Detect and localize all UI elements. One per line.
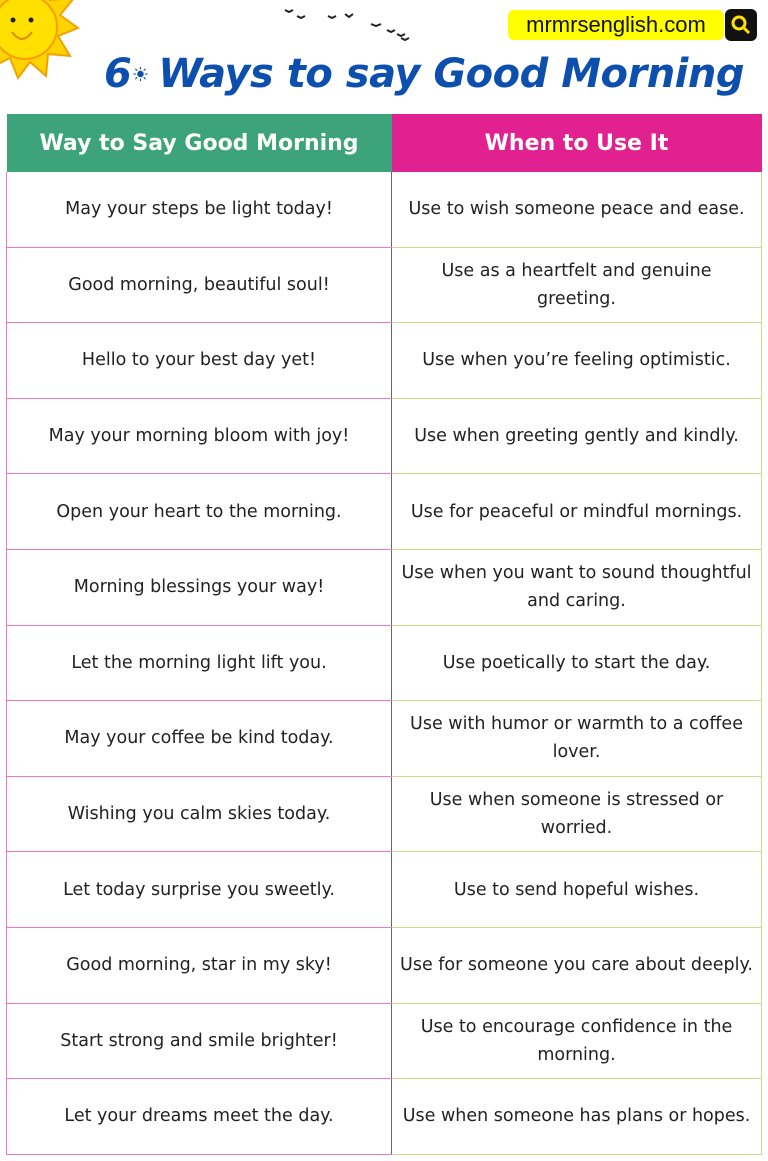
phrase-cell: Morning blessings your way! — [7, 549, 392, 625]
phrase-cell: May your steps be light today! — [7, 172, 392, 247]
usage-cell: Use when you want to sound thoughtful and caring. — [392, 549, 762, 625]
usage-cell: Use to encourage confidence in the morning. — [392, 1003, 762, 1079]
birds-icon — [283, 6, 418, 42]
usage-cell: Use poetically to start the day. — [392, 625, 762, 701]
good-morning-table — [6, 114, 762, 1155]
usage-cell: Use as a heartfelt and genuine greeting. — [392, 247, 762, 323]
table-row — [7, 549, 762, 625]
table-row — [7, 625, 762, 701]
table-row — [7, 701, 762, 777]
usage-cell: Use when someone is stressed or worried. — [392, 776, 762, 852]
usage-cell: Use to send hopeful wishes. — [392, 852, 762, 928]
search-icon — [725, 9, 757, 41]
usage-cell: Use with humor or warmth to a coffee lover. — [392, 701, 762, 777]
phrase-cell: Let today surprise you sweetly. — [7, 852, 392, 928]
table-row — [7, 172, 762, 247]
phrase-cell: May your coffee be kind today. — [7, 701, 392, 777]
smiling-sun-icon — [0, 0, 80, 80]
phrase-cell: Let your dreams meet the day. — [7, 1079, 392, 1155]
phrase-cell: Open your heart to the morning. — [7, 474, 392, 550]
phrase-cell: Hello to your best day yet! — [7, 323, 392, 399]
table-row — [7, 1079, 762, 1155]
table-row — [7, 1003, 762, 1079]
sun-icon — [133, 58, 148, 90]
title-text: Ways to say Good Morning — [158, 51, 744, 97]
phrase-cell: Good morning, beautiful soul! — [7, 247, 392, 323]
table-row — [7, 927, 762, 1003]
column-header-usage: When to Use It — [392, 114, 762, 172]
search-button[interactable] — [725, 9, 757, 41]
usage-cell: Use for someone you care about deeply. — [392, 927, 762, 1003]
usage-cell: Use when you’re feeling optimistic. — [392, 323, 762, 399]
phrase-cell: Wishing you calm skies today. — [7, 776, 392, 852]
site-url-badge[interactable]: mrmrsenglish.com — [508, 10, 724, 40]
phrase-cell: Let the morning light lift you. — [7, 625, 392, 701]
page-title — [104, 44, 744, 104]
column-header-phrase: Way to Say Good Morning — [7, 114, 392, 172]
phrase-cell: Good morning, star in my sky! — [7, 927, 392, 1003]
table-row — [7, 398, 762, 474]
usage-cell: Use for peaceful or mindful mornings. — [392, 474, 762, 550]
title-number: 6 — [104, 51, 132, 97]
table-row — [7, 776, 762, 852]
table-row — [7, 852, 762, 928]
usage-cell: Use to wish someone peace and ease. — [392, 172, 762, 247]
phrase-cell: Start strong and smile brighter! — [7, 1003, 392, 1079]
table-row — [7, 247, 762, 323]
phrase-cell: May your morning bloom with joy! — [7, 398, 392, 474]
usage-cell: Use when someone has plans or hopes. — [392, 1079, 762, 1155]
usage-cell: Use when greeting gently and kindly. — [392, 398, 762, 474]
table-row — [7, 474, 762, 550]
table-row — [7, 323, 762, 399]
table-header-row — [7, 114, 762, 172]
